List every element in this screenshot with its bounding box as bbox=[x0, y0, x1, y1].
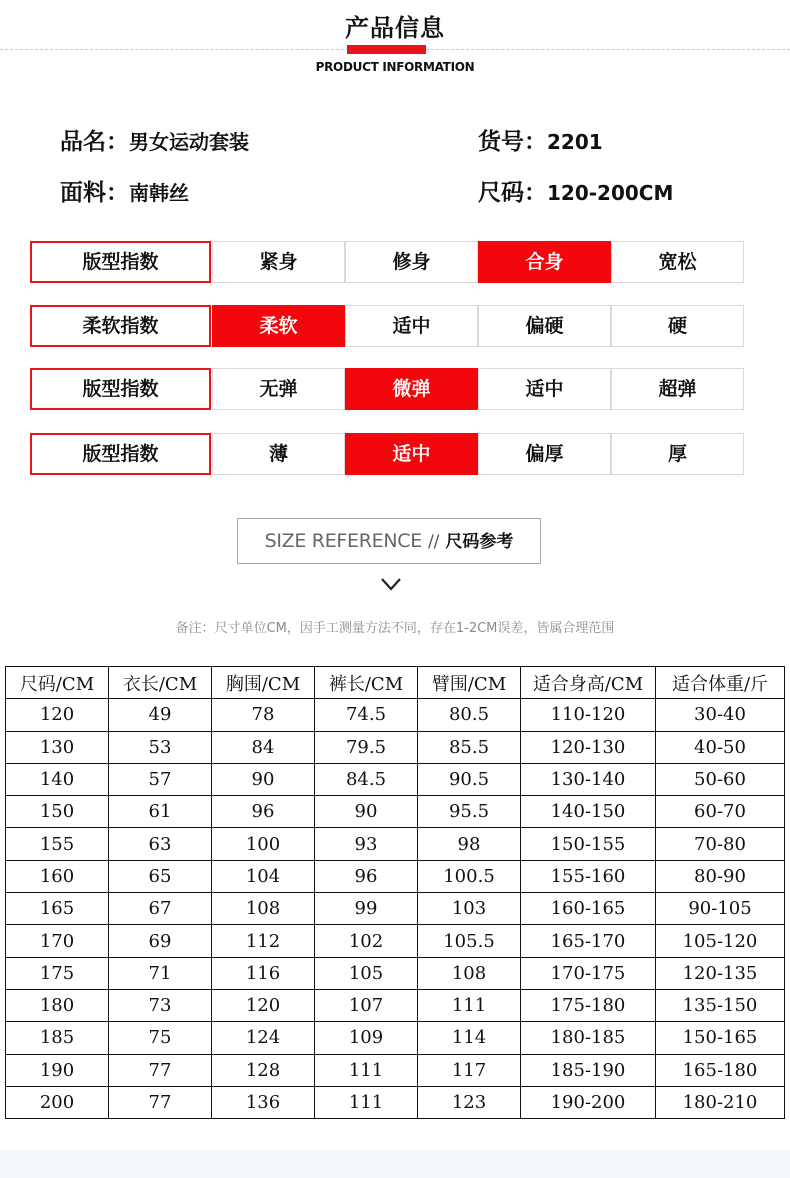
table-cell: 190 bbox=[6, 1054, 109, 1086]
measurement-note: 备注：尺寸单位CM，因手工测量方法不同，存在1-2CM误差，皆属合理范围 bbox=[175, 621, 615, 636]
index-label: 版型指数 bbox=[30, 433, 211, 475]
table-cell: 124 bbox=[212, 1022, 315, 1054]
product-name bbox=[60, 123, 249, 156]
table-cell: 165 bbox=[6, 893, 109, 925]
table-cell: 67 bbox=[109, 893, 212, 925]
table-cell: 77 bbox=[109, 1086, 212, 1118]
table-cell: 60-70 bbox=[656, 796, 785, 828]
thickness-index-row bbox=[30, 433, 745, 475]
section-header bbox=[0, 0, 790, 90]
table-cell: 108 bbox=[212, 893, 315, 925]
header-accent-bar bbox=[347, 45, 426, 54]
table-cell: 120 bbox=[212, 989, 315, 1021]
table-cell: 110-120 bbox=[521, 699, 656, 731]
table-cell: 98 bbox=[418, 828, 521, 860]
table-cell: 160 bbox=[6, 860, 109, 892]
table-cell: 49 bbox=[109, 699, 212, 731]
table-cell: 96 bbox=[212, 796, 315, 828]
size-reference-cn: 尺码参考 bbox=[445, 532, 514, 552]
table-cell: 200 bbox=[6, 1086, 109, 1118]
table-cell: 71 bbox=[109, 957, 212, 989]
index-option: 微弹 bbox=[345, 368, 478, 410]
table-cell: 65 bbox=[109, 860, 212, 892]
table-cell: 99 bbox=[315, 893, 418, 925]
table-cell: 165-170 bbox=[521, 925, 656, 957]
index-option: 超弹 bbox=[611, 368, 744, 410]
size-range bbox=[478, 174, 673, 207]
table-cell: 53 bbox=[109, 731, 212, 763]
size-reference-separator: // bbox=[427, 532, 440, 552]
table-cell: 128 bbox=[212, 1054, 315, 1086]
index-option: 偏硬 bbox=[478, 305, 611, 347]
index-option: 硬 bbox=[611, 305, 744, 347]
table-cell: 90-105 bbox=[656, 893, 785, 925]
table-cell: 155 bbox=[6, 828, 109, 860]
section-title: 产品信息 bbox=[345, 14, 445, 42]
table-cell: 73 bbox=[109, 989, 212, 1021]
table-cell: 120 bbox=[6, 699, 109, 731]
table-cell: 175 bbox=[6, 957, 109, 989]
index-option: 适中 bbox=[345, 305, 478, 347]
item-number-label: 货号： bbox=[478, 129, 547, 155]
table-row bbox=[6, 957, 785, 989]
column-header: 适合体重/斤 bbox=[656, 667, 785, 699]
table-cell: 103 bbox=[418, 893, 521, 925]
table-cell: 78 bbox=[212, 699, 315, 731]
table-cell: 50-60 bbox=[656, 763, 785, 795]
table-cell: 69 bbox=[109, 925, 212, 957]
index-option: 宽松 bbox=[611, 241, 744, 283]
index-option: 紧身 bbox=[212, 241, 345, 283]
table-cell: 135-150 bbox=[656, 989, 785, 1021]
table-row bbox=[6, 763, 785, 795]
column-header: 胸围/CM bbox=[212, 667, 315, 699]
table-cell: 180-185 bbox=[521, 1022, 656, 1054]
table-cell: 111 bbox=[315, 1054, 418, 1086]
table-cell: 120-135 bbox=[656, 957, 785, 989]
table-cell: 165-180 bbox=[656, 1054, 785, 1086]
table-cell: 180 bbox=[6, 989, 109, 1021]
index-option: 无弹 bbox=[212, 368, 345, 410]
fabric-label: 面料： bbox=[60, 180, 129, 206]
index-option: 柔软 bbox=[212, 305, 345, 347]
fit-index-row bbox=[30, 241, 745, 283]
table-cell: 155-160 bbox=[521, 860, 656, 892]
table-row bbox=[6, 925, 785, 957]
item-number bbox=[478, 123, 603, 156]
table-cell: 117 bbox=[418, 1054, 521, 1086]
table-cell: 123 bbox=[418, 1086, 521, 1118]
table-cell: 140-150 bbox=[521, 796, 656, 828]
column-header: 衣长/CM bbox=[109, 667, 212, 699]
size-table bbox=[5, 666, 785, 1119]
column-header: 臂围/CM bbox=[418, 667, 521, 699]
table-header-row bbox=[6, 667, 785, 699]
softness-index-row bbox=[30, 305, 745, 347]
index-label: 版型指数 bbox=[30, 241, 211, 283]
table-row bbox=[6, 860, 785, 892]
table-cell: 114 bbox=[418, 1022, 521, 1054]
table-cell: 57 bbox=[109, 763, 212, 795]
table-cell: 70-80 bbox=[656, 828, 785, 860]
table-row bbox=[6, 893, 785, 925]
fabric bbox=[60, 174, 189, 207]
table-cell: 30-40 bbox=[656, 699, 785, 731]
product-name-label: 品名： bbox=[60, 129, 129, 155]
index-option: 适中 bbox=[345, 433, 478, 475]
elasticity-index-row bbox=[30, 368, 745, 410]
table-cell: 84 bbox=[212, 731, 315, 763]
table-cell: 120-130 bbox=[521, 731, 656, 763]
table-cell: 105 bbox=[315, 957, 418, 989]
table-cell: 84.5 bbox=[315, 763, 418, 795]
table-cell: 104 bbox=[212, 860, 315, 892]
table-cell: 185-190 bbox=[521, 1054, 656, 1086]
index-option: 合身 bbox=[478, 241, 611, 283]
table-cell: 108 bbox=[418, 957, 521, 989]
table-cell: 61 bbox=[109, 796, 212, 828]
index-label: 柔软指数 bbox=[30, 305, 211, 347]
table-row bbox=[6, 796, 785, 828]
table-row bbox=[6, 699, 785, 731]
table-cell: 160-165 bbox=[521, 893, 656, 925]
table-cell: 102 bbox=[315, 925, 418, 957]
table-cell: 136 bbox=[212, 1086, 315, 1118]
table-cell: 130-140 bbox=[521, 763, 656, 795]
table-cell: 150 bbox=[6, 796, 109, 828]
chevron-down-icon bbox=[380, 576, 402, 592]
fabric-value: 南韩丝 bbox=[129, 181, 189, 205]
section-subtitle: PRODUCT INFORMATION bbox=[315, 60, 475, 74]
table-row bbox=[6, 1054, 785, 1086]
table-row bbox=[6, 828, 785, 860]
table-cell: 130 bbox=[6, 731, 109, 763]
index-option: 薄 bbox=[212, 433, 345, 475]
column-header: 尺码/CM bbox=[6, 667, 109, 699]
table-cell: 150-155 bbox=[521, 828, 656, 860]
table-cell: 175-180 bbox=[521, 989, 656, 1021]
table-cell: 75 bbox=[109, 1022, 212, 1054]
table-cell: 90.5 bbox=[418, 763, 521, 795]
table-cell: 140 bbox=[6, 763, 109, 795]
table-cell: 105.5 bbox=[418, 925, 521, 957]
size-range-label: 尺码： bbox=[478, 180, 547, 206]
table-row bbox=[6, 989, 785, 1021]
table-cell: 95.5 bbox=[418, 796, 521, 828]
table-cell: 93 bbox=[315, 828, 418, 860]
table-cell: 74.5 bbox=[315, 699, 418, 731]
table-cell: 105-120 bbox=[656, 925, 785, 957]
table-row bbox=[6, 731, 785, 763]
table-cell: 100 bbox=[212, 828, 315, 860]
table-cell: 77 bbox=[109, 1054, 212, 1086]
table-cell: 170-175 bbox=[521, 957, 656, 989]
table-cell: 79.5 bbox=[315, 731, 418, 763]
table-cell: 111 bbox=[315, 1086, 418, 1118]
index-option: 修身 bbox=[345, 241, 478, 283]
size-range-value: 120-200CM bbox=[547, 181, 674, 205]
table-cell: 40-50 bbox=[656, 731, 785, 763]
table-cell: 190-200 bbox=[521, 1086, 656, 1118]
column-header: 适合身高/CM bbox=[521, 667, 656, 699]
table-cell: 116 bbox=[212, 957, 315, 989]
item-number-value: 2201 bbox=[547, 130, 603, 154]
table-cell: 80.5 bbox=[418, 699, 521, 731]
column-header: 裤长/CM bbox=[315, 667, 418, 699]
table-cell: 112 bbox=[212, 925, 315, 957]
table-cell: 150-165 bbox=[656, 1022, 785, 1054]
table-cell: 85.5 bbox=[418, 731, 521, 763]
table-cell: 96 bbox=[315, 860, 418, 892]
size-reference-en: SIZE REFERENCE bbox=[264, 530, 422, 552]
table-cell: 170 bbox=[6, 925, 109, 957]
table-cell: 63 bbox=[109, 828, 212, 860]
table-cell: 80-90 bbox=[656, 860, 785, 892]
table-row bbox=[6, 1086, 785, 1118]
table-cell: 107 bbox=[315, 989, 418, 1021]
bottom-fade bbox=[0, 1150, 790, 1178]
index-option: 适中 bbox=[478, 368, 611, 410]
table-cell: 100.5 bbox=[418, 860, 521, 892]
table-cell: 111 bbox=[418, 989, 521, 1021]
table-cell: 185 bbox=[6, 1022, 109, 1054]
table-cell: 90 bbox=[212, 763, 315, 795]
table-cell: 109 bbox=[315, 1022, 418, 1054]
index-option: 厚 bbox=[611, 433, 744, 475]
index-option: 偏厚 bbox=[478, 433, 611, 475]
size-reference-banner bbox=[237, 518, 541, 564]
index-label: 版型指数 bbox=[30, 368, 211, 410]
product-name-value: 男女运动套装 bbox=[129, 130, 249, 154]
table-cell: 180-210 bbox=[656, 1086, 785, 1118]
table-row bbox=[6, 1022, 785, 1054]
table-cell: 90 bbox=[315, 796, 418, 828]
